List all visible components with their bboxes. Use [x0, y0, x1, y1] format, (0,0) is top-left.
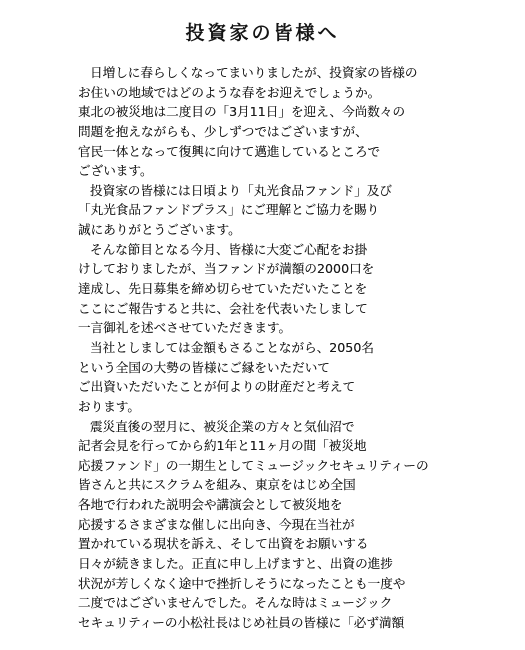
letter-line: おります。: [78, 398, 140, 414]
letter-body: [78, 63, 498, 633]
letter-line: 置かれている現状を訴え、そして出資をお願いする: [78, 536, 369, 552]
letter-line: 問題を抱えながらも、少しずつではございますが、: [78, 123, 368, 139]
letter-line: ここにご報告すると共に、会社を代表いたしまして: [78, 300, 368, 316]
letter-line: 官民一体となって復興に向けて邁進しているところで: [78, 143, 381, 159]
letter-line: そんな節目となる今月、皆様に大変ご心配をお掛: [90, 241, 368, 257]
letter-line: 投資家の皆様には日頃より「丸光食品ファンド」及び: [90, 182, 392, 198]
letter-line: 皆さんと共にスクラムを組み、東京をはじめ全国: [78, 477, 356, 493]
letter-line: 二度ではございませんでした。そんな時はミュージック: [78, 595, 393, 611]
letter-title: 投資家の皆様へ: [185, 22, 340, 44]
letter-line: セキュリティーの小松社長はじめ社員の皆様に「必ず満額: [78, 614, 405, 630]
letter-line: 応援ファンド」の一期生としてミュージックセキュリティーの: [78, 457, 429, 473]
letter-line: ご出資いただいたことが何よりの財産だと考えて: [78, 379, 356, 395]
letter-line: という全国の大勢の皆様にご縁をいただいて: [78, 359, 330, 375]
letter-line: 日増しに春らしくなってまいりましたが、投資家の皆様の: [90, 65, 418, 80]
letter-line: 日々が続きました。正直に申し上げますと、出資の進捗: [78, 556, 393, 572]
letter-line: 各地で行われた説明会や講演会として被災地を: [78, 497, 343, 513]
letter-line: 記者会見を行ってから約1年と11ヶ月の間「被災地: [78, 438, 367, 454]
letter-line: 東北の被災地は二度目の「3月11日」を迎え、今尚数々の: [78, 104, 406, 120]
letter-line: 震災直後の翌月に、被災企業の方々と気仙沼で: [90, 418, 355, 434]
letter-line: ございます。: [78, 163, 153, 179]
letter-line: 達成し、先日募集を締め切らせていただいたことを: [78, 281, 368, 297]
letter-line: 一言御礼を述べさせていただきます。: [78, 320, 292, 336]
letter-line: 「丸光食品ファンドプラス」にご理解とご協力を賜り: [78, 202, 380, 218]
letter-line: 応援するさまざまな催しに出向き、今現在当社が: [78, 516, 355, 532]
letter-line: 誠にありがとうございます。: [78, 222, 241, 238]
letter-line: けしておりましたが、当ファンドが満額の2000口を: [78, 261, 375, 277]
letter-line: お住いの地域ではどのような春をお迎えでしょうか。: [78, 84, 381, 100]
letter-line: 当社としましては金額もさることながら、2050名: [90, 339, 374, 355]
letter-line: 状況が芳しくなく途中で挫折しそうになったことも一度や: [78, 575, 406, 591]
